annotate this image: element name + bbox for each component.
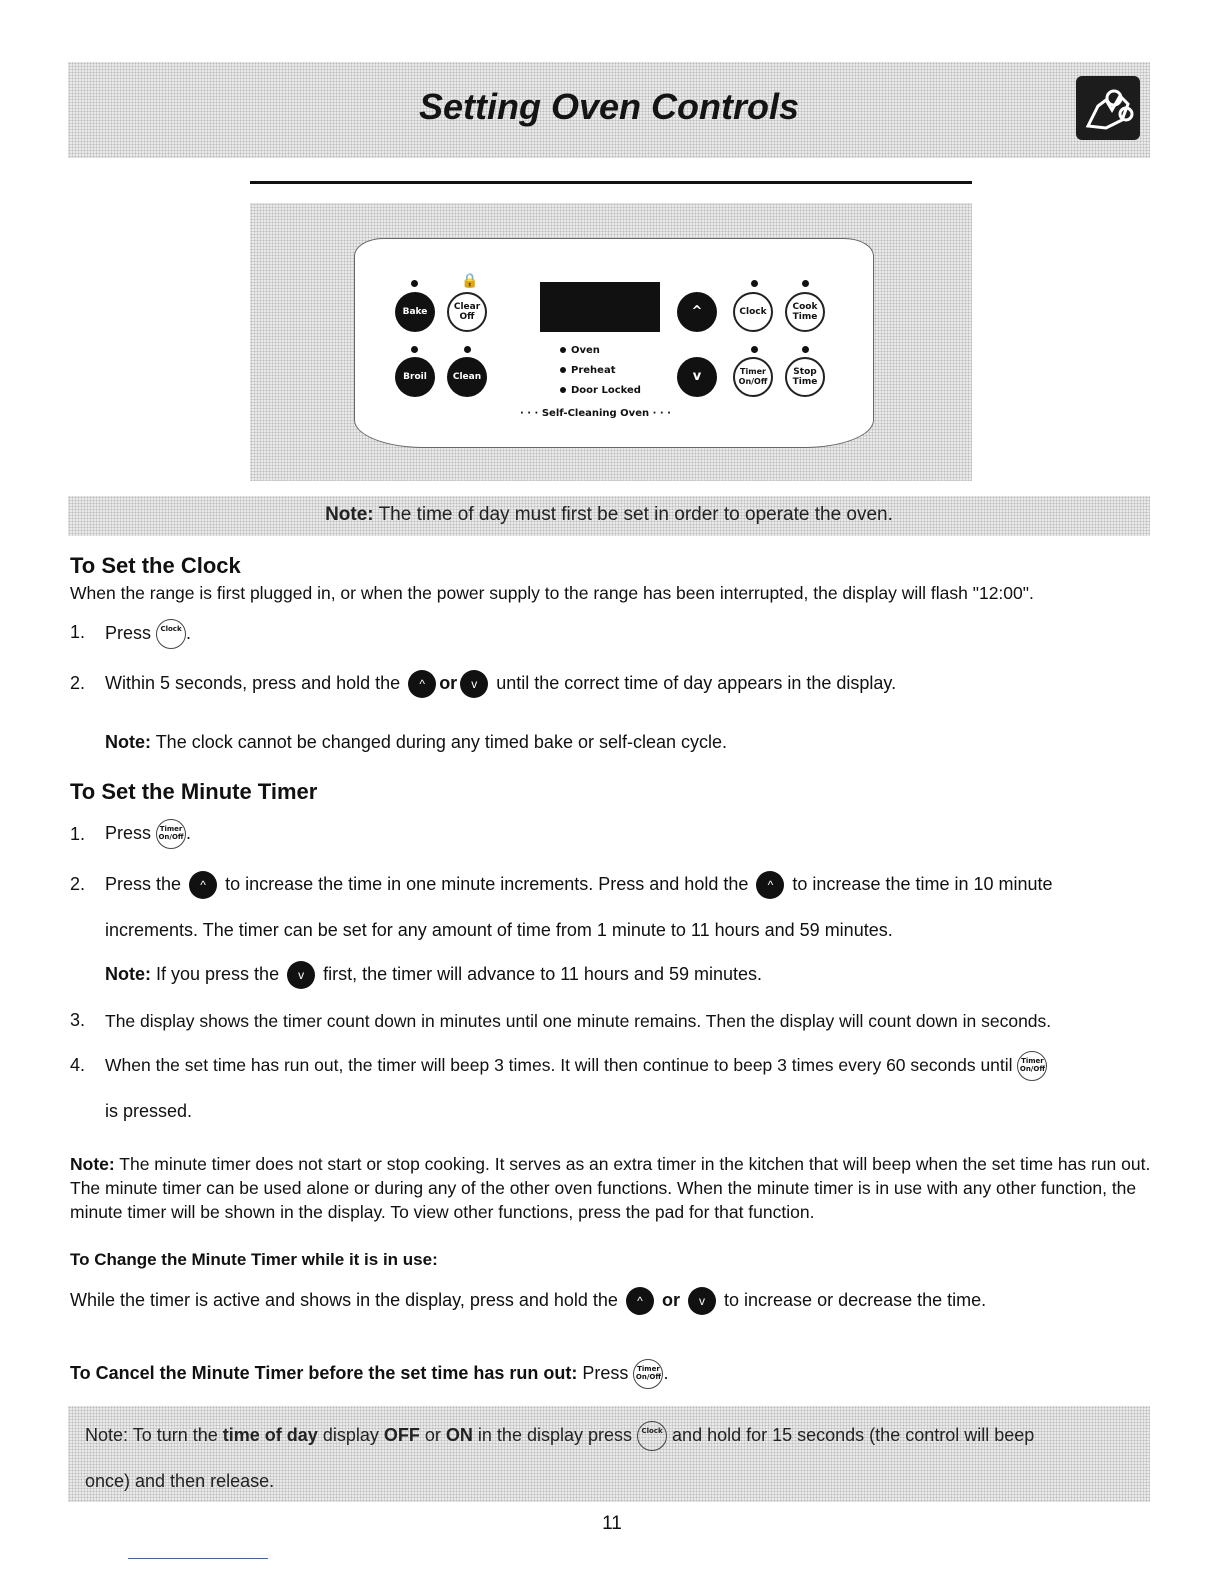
- clear-off-pad[interactable]: Clear Off: [447, 292, 487, 332]
- timer-step-3: The display shows the timer count down in minutes until one minute remains. Then the display will count down in seconds.: [105, 1011, 1052, 1031]
- section-title-change: To Change the Minute Timer while it is in use:: [70, 1250, 438, 1269]
- clock-pad[interactable]: Clock: [733, 292, 773, 332]
- oven-display: [540, 282, 660, 332]
- change-text: While the timer is active and shows in the display, press and hold the ^ or v to increase or decrease the time.: [70, 1285, 986, 1315]
- timer-step-2: Press the ^ to increase the time in one minute increments. Press and hold the ^ to increase the time in 10 minute: [105, 869, 1053, 899]
- page-header: [68, 62, 1150, 158]
- down-arrow-icon: v: [287, 961, 315, 989]
- page-title: Setting Oven Controls: [418, 86, 800, 127]
- footer-rule: [128, 1558, 268, 1559]
- self-cleaning-label: · · · Self-Cleaning Oven · · ·: [520, 408, 671, 419]
- clock-note: Note: The clock cannot be changed during any timed bake or self-clean cycle.: [105, 732, 728, 752]
- note-text: The time of day must first be set in order to operate the oven.: [378, 504, 893, 525]
- step-number: 1.: [70, 824, 86, 844]
- clock-intro: When the range is first plugged in, or when the power supply to the range has been interrupted, the display will flash "12:00".: [70, 583, 1034, 603]
- indicator-dot: [802, 280, 809, 287]
- timer-step-4: When the set time has run out, the timer will beep 3 times. It will then continue to beep 3 times every 60 seconds until Timer On/Off: [105, 1050, 1047, 1081]
- bake-pad[interactable]: Bake: [395, 292, 435, 332]
- indicator-dot: [802, 346, 809, 353]
- indicator-dot: [411, 280, 418, 287]
- up-arrow-icon: ^: [756, 871, 784, 899]
- down-arrow-pad[interactable]: v: [677, 357, 717, 397]
- cancel-text: To Cancel the Minute Timer before the set time has run out: Press Timer On/Off .: [70, 1358, 668, 1389]
- step-number: 1.: [70, 622, 86, 642]
- divider: [250, 181, 972, 184]
- timer-pad[interactable]: Timer On/Off: [733, 357, 773, 397]
- clock-pad-icon: Clock: [637, 1421, 667, 1451]
- cook-time-pad[interactable]: Cook Time: [785, 292, 825, 332]
- page-number: 11: [602, 1513, 622, 1534]
- step-number: 2.: [70, 673, 86, 693]
- note-label: Note:: [325, 504, 374, 525]
- down-arrow-icon: v: [688, 1287, 716, 1315]
- section-title-timer: To Set the Minute Timer: [70, 779, 318, 804]
- indicator-preheat: Preheat: [560, 365, 615, 376]
- step-number: 3.: [70, 1010, 86, 1030]
- timer-pad-icon: Timer On/Off: [633, 1359, 663, 1389]
- clock-step-2: Within 5 seconds, press and hold the ^ or v until the correct time of day appears in the display.: [105, 668, 896, 698]
- clock-step-1: Press Clock .: [105, 618, 191, 649]
- broil-pad[interactable]: Broil: [395, 357, 435, 397]
- hands-icon: [1076, 76, 1140, 140]
- section-title-clock: To Set the Clock: [70, 553, 241, 578]
- timer-step-2-cont: increments. The timer can be set for any amount of time from 1 minute to 11 hours and 59 minutes.: [105, 920, 893, 940]
- timer-step-2-note: Note: If you press the v first, the timer will advance to 11 hours and 59 minutes.: [105, 959, 762, 989]
- indicator-dot: [464, 346, 471, 353]
- note-banner: [68, 496, 1150, 536]
- indicator-door-locked: Door Locked: [560, 385, 641, 396]
- down-arrow-icon: v: [460, 670, 488, 698]
- up-arrow-icon: ^: [189, 871, 217, 899]
- timer-note: Note: The minute timer does not start or stop cooking. It serves as an extra timer in the kitchen that will beep when the set time has run out. The minute timer can be used alone or during any of the other oven functions. When the minute timer is in use with any other function, the minute timer will be shown in the display. To view other functions, press the pad for that function.: [70, 1154, 1151, 1222]
- clock-pad-icon: Clock: [156, 619, 186, 649]
- lock-icon: 🔒: [461, 272, 479, 288]
- timer-pad-icon: Timer On/Off: [156, 819, 186, 849]
- indicator-dot: [751, 346, 758, 353]
- clean-pad[interactable]: Clean: [447, 357, 487, 397]
- stop-time-pad[interactable]: Stop Time: [785, 357, 825, 397]
- indicator-oven: Oven: [560, 345, 600, 356]
- bottom-note-line-1: Note: To turn the time of day display OFF or ON in the display press Clock and hold for 15 seconds (the control will beep: [85, 1420, 1034, 1451]
- indicator-dot: [411, 346, 418, 353]
- up-arrow-icon: ^: [408, 670, 436, 698]
- step-number: 2.: [70, 874, 86, 894]
- timer-step-4-cont: is pressed.: [105, 1101, 193, 1121]
- up-arrow-icon: ^: [626, 1287, 654, 1315]
- bottom-note-line-2: once) and then release.: [85, 1471, 275, 1491]
- indicator-dot: [751, 280, 758, 287]
- timer-step-1: Press Timer On/Off .: [105, 818, 191, 849]
- timer-pad-icon: Timer On/Off: [1017, 1051, 1047, 1081]
- up-arrow-pad[interactable]: ^: [677, 292, 717, 332]
- step-number: 4.: [70, 1055, 86, 1075]
- section-title-cancel: To Cancel the Minute Timer before the set time has run out:: [70, 1363, 578, 1383]
